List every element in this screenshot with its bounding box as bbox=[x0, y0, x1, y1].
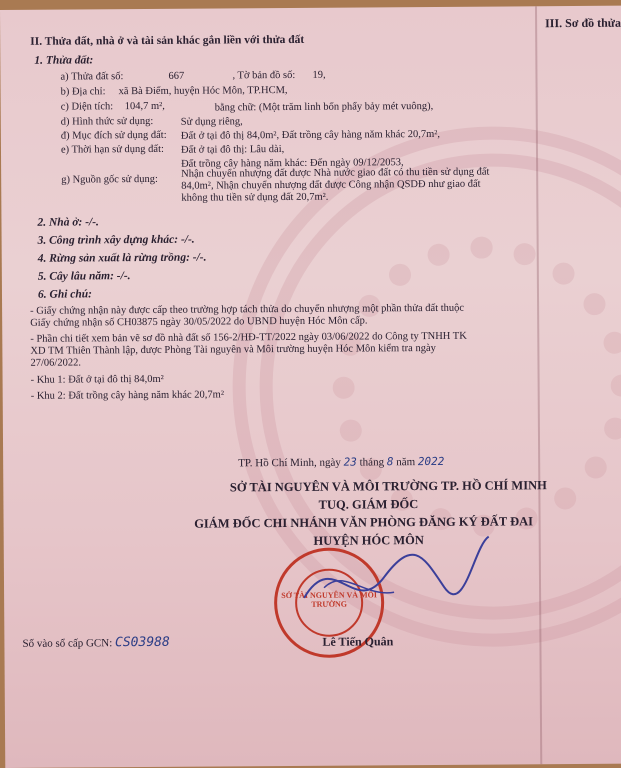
address-label: b) Địa chỉ: bbox=[60, 86, 106, 98]
signer-name: Lê Tiến Quân bbox=[322, 634, 394, 649]
usage-form-label: d) Hình thức sử dụng: bbox=[60, 115, 154, 128]
notes-heading: 6. Ghi chú: bbox=[37, 288, 93, 301]
issue-date bbox=[238, 456, 444, 469]
usage-term-label: e) Thời hạn sử dụng đất: bbox=[60, 143, 164, 156]
area-label: c) Diện tích: bbox=[60, 101, 114, 113]
address-value: xã Bà Điểm, huyện Hóc Môn, TP.HCM, bbox=[118, 84, 288, 98]
note-3: - Khu 1: Đất ở tại đô thị 84,0m² bbox=[30, 373, 164, 386]
land-plot-heading: 1. Thửa đất: bbox=[34, 54, 94, 67]
perennial-tree-heading: 5. Cây lâu năm: -/-. bbox=[37, 270, 131, 283]
registration-label: Số vào sổ cấp GCN: bbox=[22, 637, 113, 650]
map-sheet-label: , Tờ bản đồ số: bbox=[232, 69, 296, 82]
date-month: 8 bbox=[386, 455, 394, 469]
origin-value-2: 84,0m², Nhận chuyển nhượng đất được Công nhận QSDĐ như giao đất bbox=[181, 178, 481, 192]
plot-number-label: a) Thửa đất số: bbox=[60, 71, 124, 83]
authorized-by: TUQ. GIÁM ĐỐC bbox=[318, 497, 419, 512]
planted-forest-heading: 4. Rừng sản xuất là rừng trồng: -/-. bbox=[37, 251, 207, 265]
seal-text: SỞ TÀI NGUYÊN VÀ MÔI TRƯỜNG bbox=[281, 590, 377, 609]
section-3-title: III. Sơ đồ thửa bbox=[545, 15, 621, 31]
date-year: 2022 bbox=[417, 454, 445, 469]
plot-number-value: 667 bbox=[168, 70, 185, 82]
origin-value-1: Nhận chuyển nhượng đất được Nhà nước giao đất có thu tiền sử dụng đất bbox=[181, 166, 490, 180]
origin-value-3: không thu tiền sử dụng đất 20,7m². bbox=[181, 191, 329, 204]
usage-form-value: Sử dụng riêng, bbox=[180, 116, 243, 128]
issuing-district: HUYỆN HÓC MÔN bbox=[313, 533, 424, 548]
other-construction-heading: 3. Công trình xây dựng khác: -/-. bbox=[37, 233, 195, 247]
registration-value: CS03988 bbox=[114, 634, 170, 651]
note-1-line-1: - Giấy chứng nhận này được cấp theo trường hợp tách thửa do chuyển nhượng một phần thửa đất thuộc bbox=[30, 302, 465, 317]
note-2-line-3: 27/06/2022. bbox=[30, 357, 81, 369]
signature-ink bbox=[294, 527, 495, 628]
note-2-line-1: - Phần chi tiết xem bản vẽ sơ đồ nhà đất số 156-2/HĐ-TT/2022 ngày 03/06/2022 do Công ty TNHH TK bbox=[30, 330, 467, 345]
note-1-line-2: Giấy chứng nhận số CH03875 ngày 30/05/2022 do UBND huyện Hóc Môn cấp. bbox=[30, 315, 368, 329]
usage-purpose-label: đ) Mục đích sử dụng đất: bbox=[60, 129, 167, 142]
issuing-branch: GIÁM ĐỐC CHI NHÁNH VĂN PHÒNG ĐĂNG KÝ ĐẤT ĐAI bbox=[194, 514, 534, 531]
note-2-line-2: XD TM Thiên Thành lập, được Phòng Tài nguyên và Môi trường huyện Hóc Môn kiểm tra ngày bbox=[30, 342, 436, 357]
date-day: 23 bbox=[343, 455, 357, 469]
date-prefix: TP. Hồ Chí Minh, ngày bbox=[238, 456, 341, 470]
area-in-words: bằng chữ: (Một trăm linh bốn phẩy bảy mét vuông), bbox=[214, 100, 434, 114]
registration-number bbox=[22, 634, 170, 651]
house-heading: 2. Nhà ở: -/-. bbox=[37, 216, 99, 229]
note-4: - Khu 2: Đất trồng cây hàng năm khác 20,7m² bbox=[30, 389, 224, 402]
area-value: 104,7 m², bbox=[124, 100, 165, 113]
origin-label: g) Nguồn gốc sử dụng: bbox=[61, 173, 158, 186]
map-sheet-value: 19, bbox=[312, 69, 326, 81]
date-month-label: tháng bbox=[359, 456, 385, 469]
section-2-title: II. Thửa đất, nhà ở và tài sản khác gắn liền với thửa đất bbox=[30, 33, 305, 48]
usage-purpose-value: Đất ở tại đô thị 84,0m², Đất trồng cây hàng năm khác 20,7m², bbox=[180, 128, 441, 142]
usage-term-value-2: Đất trồng cây hàng năm khác: Đến ngày 09/12/2053, bbox=[181, 157, 404, 170]
usage-term-value-1: Đất ở tại đô thị: Lâu dài, bbox=[180, 144, 285, 156]
issuing-department: SỞ TÀI NGUYÊN VÀ MÔI TRƯỜNG TP. HỒ CHÍ MINH bbox=[229, 478, 547, 495]
date-year-label: năm bbox=[396, 456, 416, 469]
certificate-page bbox=[0, 6, 621, 768]
